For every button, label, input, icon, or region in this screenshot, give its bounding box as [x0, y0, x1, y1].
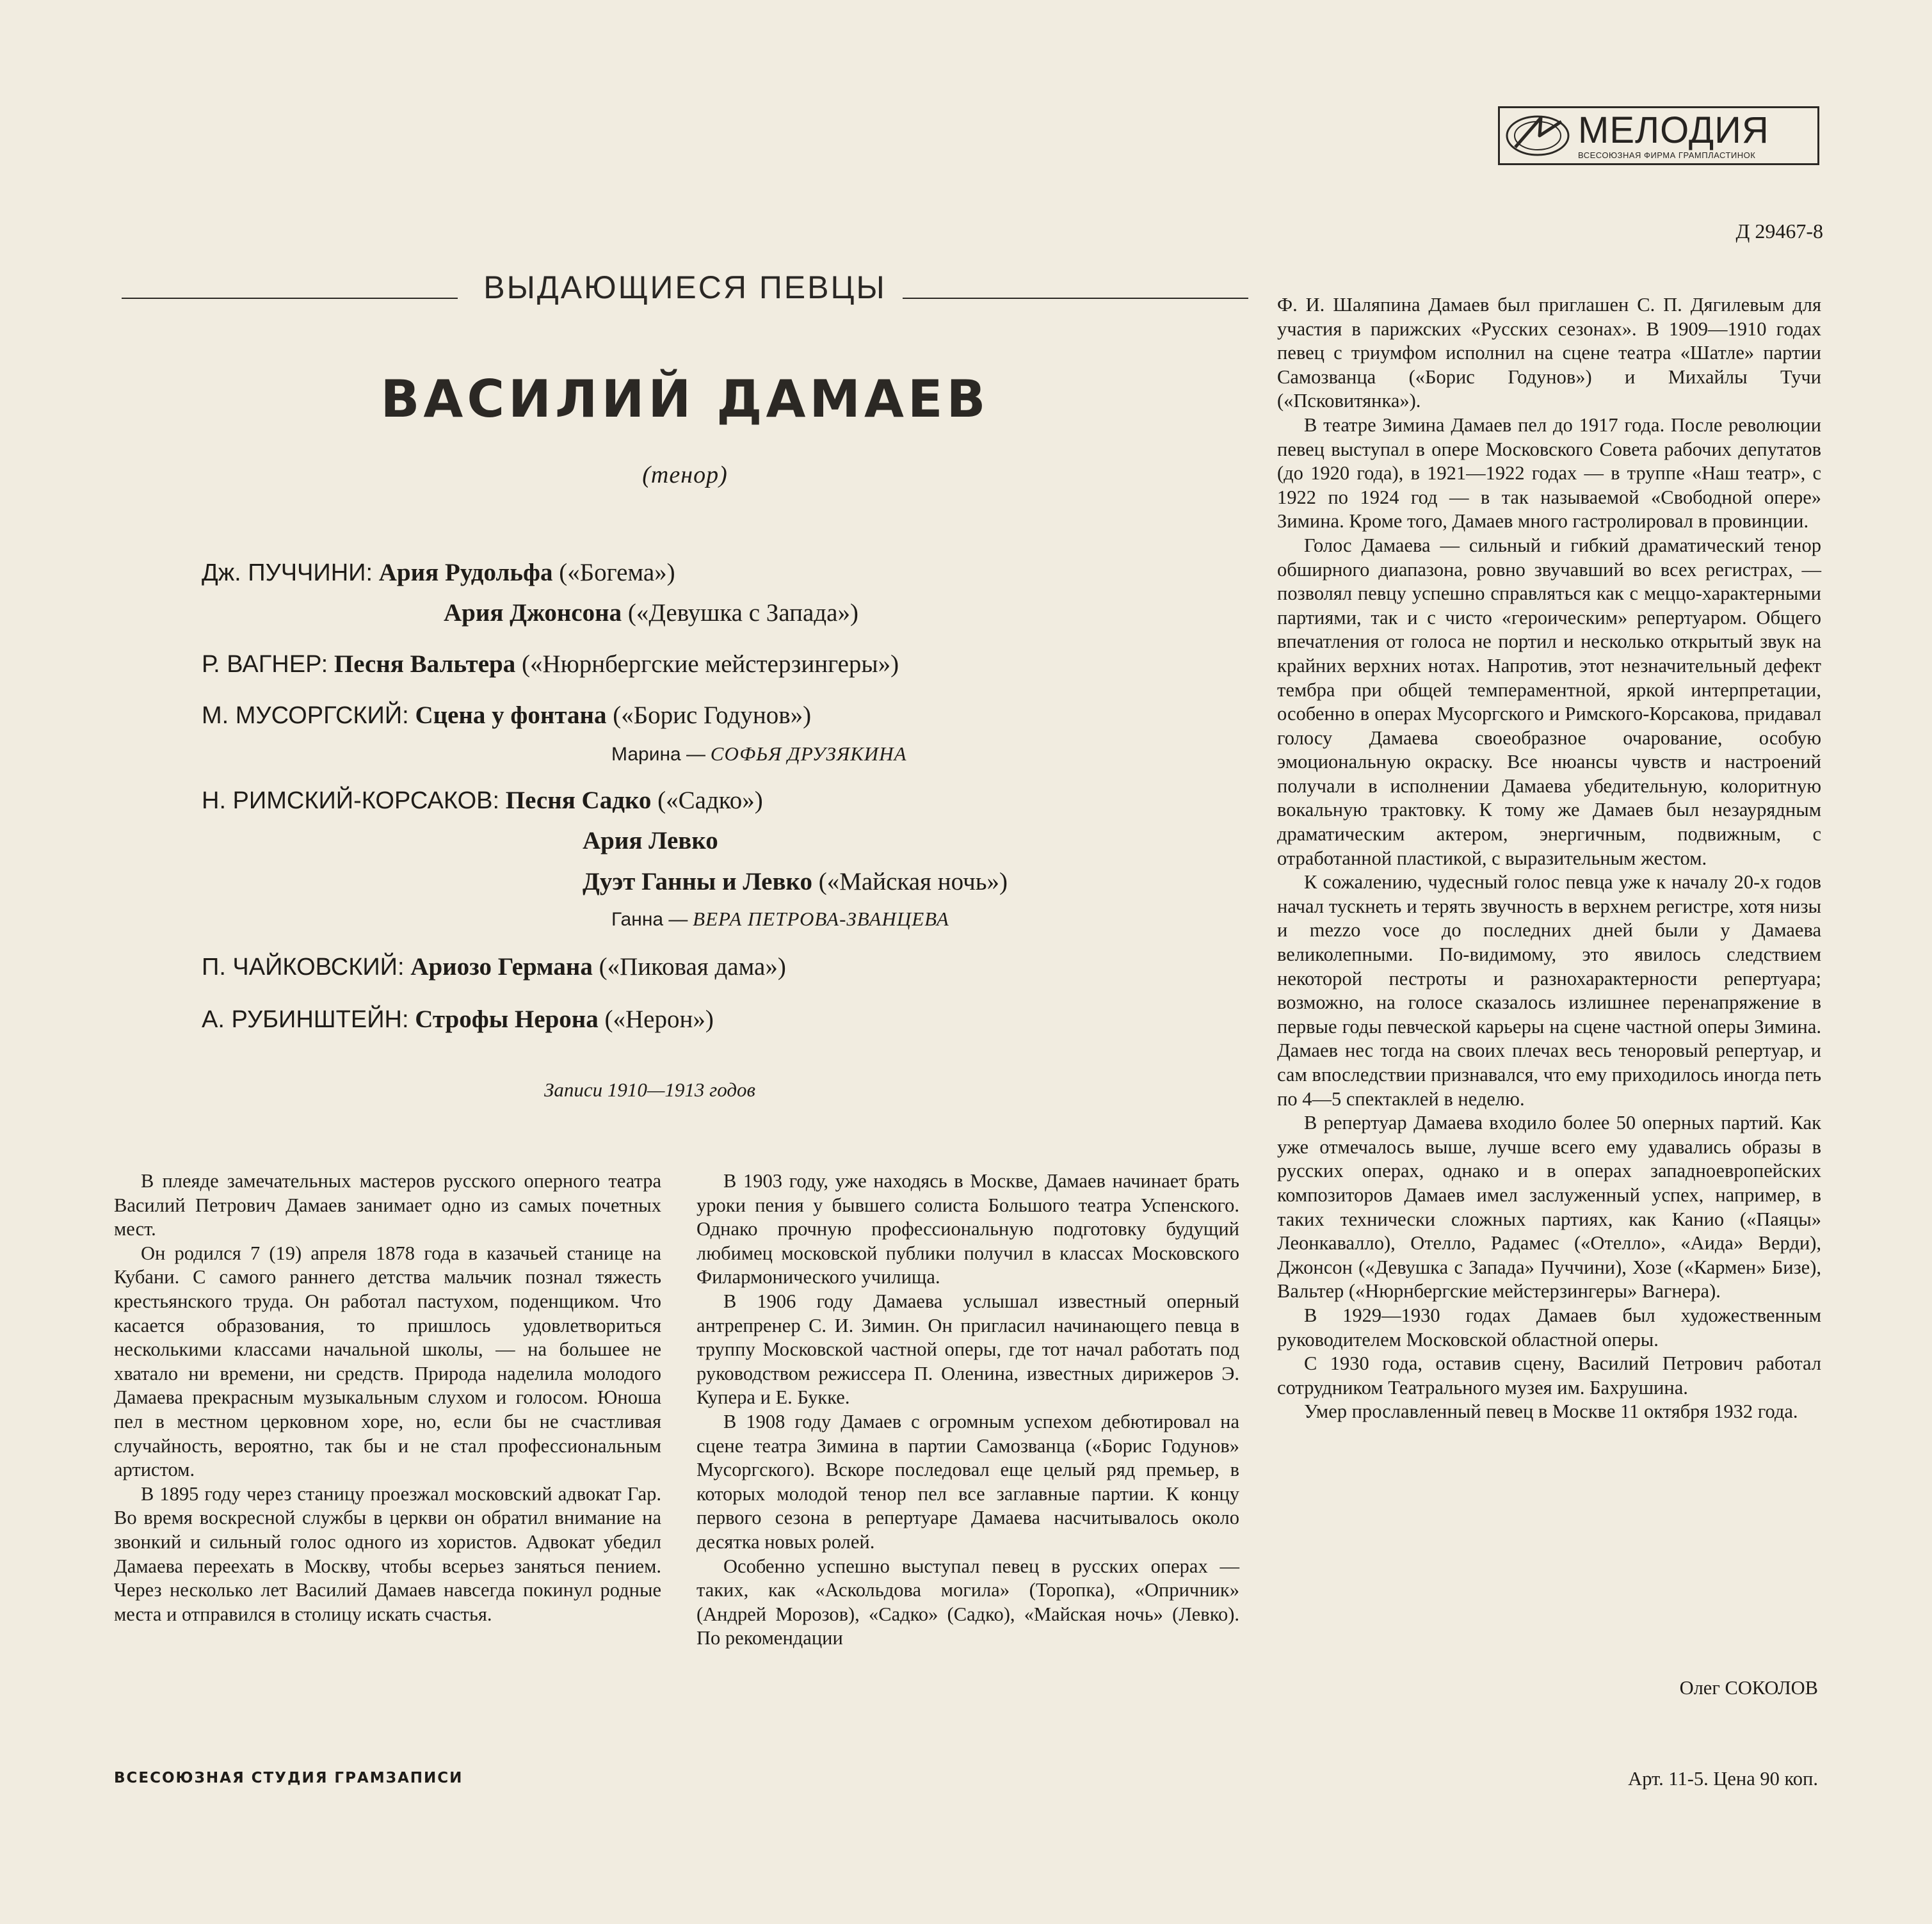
track-title: Ариозо Германа — [410, 953, 593, 981]
track-line — [202, 1005, 714, 1034]
article-column-3 — [1277, 293, 1821, 1424]
article-author: Олег СОКОЛОВ — [1679, 1677, 1818, 1699]
track-title: Песня Вальтера — [334, 650, 516, 678]
paragraph: С 1930 года, оставив сцену, Василий Петрович работал сотрудником Театрального музея им. Бахрушина. — [1277, 1352, 1821, 1399]
track-line — [583, 867, 1008, 896]
artist-name: ВАСИЛИЙ ДАМАЕВ — [380, 369, 990, 429]
paragraph: В 1906 году Дамаева услышал известный оперный антрепренер С. И. Зимин. Он пригласил начинающего певца в труппу Московской частной оперы, где тот начал работать под руководством режиссера П. Оленина, известных дирижеров Э. Купера и Е. Букке. — [696, 1290, 1239, 1409]
performer-credit — [611, 742, 907, 766]
composer: М. МУСОРГСКИЙ: — [202, 702, 409, 729]
paragraph: Умер прославленный певец в Москве 11 октября 1932 года. — [1304, 1400, 1798, 1423]
paragraph: В плеяде замечательных мастеров русского оперного театра Василий Петрович Дамаев занимает одно из самых почетных мест. — [114, 1170, 661, 1240]
paragraph: Особенно успешно выступал певец в русских операх — таких, как «Аскольдова могила» (Торопка), «Опричник» (Андрей Морозов), «Садко» (Садко), «Майская ночь» (Левко). По рекомендации — [696, 1555, 1239, 1649]
melodiya-logo-icon — [1500, 108, 1575, 163]
paragraph: В 1903 году, уже находясь в Москве, Дамаев начинает брать уроки пения у бывшего солиста Большого театра Успенского. Однако прочную профессиональную подготовку будущий любимец московской публики получил в классах Московского Филармонического училища. — [696, 1170, 1239, 1288]
opera-name: («Пиковая дама») — [599, 953, 786, 981]
logo-name: МЕЛОДИЯ — [1578, 109, 1769, 151]
track-title: Ария Рудольфа — [378, 559, 553, 586]
opera-name: («Борис Годунов») — [613, 701, 812, 729]
composer: Дж. ПУЧЧИНИ: — [202, 559, 373, 586]
voice-type: (тенор) — [642, 461, 728, 488]
price-label: Арт. 11-5. Цена 90 коп. — [1628, 1768, 1818, 1790]
performer-role: Ганна — — [611, 909, 688, 930]
composer: А. РУБИНШТЕЙН: — [202, 1006, 409, 1033]
track-title: Дуэт Ганны и Левко — [583, 868, 812, 895]
opera-name: («Богема») — [559, 559, 675, 586]
composer: Р. ВАГНЕР: — [202, 651, 328, 678]
paragraph: В 1929—1930 годах Дамаев был художественным руководителем Московской областной оперы. — [1277, 1304, 1821, 1351]
track-title: Строфы Нерона — [415, 1006, 599, 1033]
paragraph: К сожалению, чудесный голос певца уже к началу 20-х годов начал тускнеть и терять звучность в верхнем регистре, хотя низы и mezzo voce до последних дней были у Дамаева великолепными. По-видимому, это явилось следствием некоторой пестроты и разнохарактерности репертуара; возможно, на голосе сказалось излишнее перенапряжение в первые годы певческой карьеры на сцене частной оперы Зимина. Дамаев нес тогда на своих плечах весь теноровый репертуар, и сам впоследствии признавался, что ему приходилось иногда петь по 4—5 спектаклей в неделю. — [1277, 871, 1821, 1110]
series-heading — [122, 269, 1248, 307]
paragraph: Ф. И. Шаляпина Дамаев был приглашен С. П. Дягилевым для участия в парижских «Русских сезонах». В 1909—1910 годах певец с триумфом исполнил на сцене театра «Шатле» партии Самозванца («Борис Годунов») и Михайлы Тучи («Псковитянка»). — [1277, 294, 1821, 412]
track-line — [202, 650, 899, 678]
track-line — [202, 558, 675, 587]
paragraph: Он родился 7 (19) апреля 1878 года в казачьей станице на Кубани. С самого раннего детства мальчик познал тяжесть крестьянского труда. Он работал пастухом, поденщиком. Что касается образования, то пришлось удовлетвориться несколькими классами начальной школы, — на большее не хватало ни времени, ни средств. Природа наделила молодого Дамаева прекрасным музыкальным слухом и голосом. Юноша пел в местном церковном хоре, но, если бы не счастливая случайность, вероятно, так бы и не стал профессиональным артистом. — [114, 1242, 661, 1481]
opera-name: («Нюрнбергские мейстерзингеры») — [521, 650, 899, 678]
paragraph: В 1895 году через станицу проезжал московский адвокат Гар. Во время воскресной службы в церкви он обратил внимание на звонкий и сильный голос одного из хористов. Адвокат убедил Дамаева переехать в Москву, чтобы всерьез заняться пением. Через несколько лет Василий Дамаев навсегда покинул родные места и отправился в столицу искать счастья. — [114, 1482, 661, 1625]
paragraph: Голос Дамаева — сильный и гибкий драматический тенор обширного диапазона, ровно звучавший во всех регистрах, — позволял певцу успешно справляться как с меццо-характерными партиями, так и с чисто «героическим» репертуаром. Общего впечатления от голоса не портил и несколько открытый звук на крайних верхних нотах. Напротив, этот незначительный дефект тембра при общей темпераментной, яркой интерпретации, особенно в операх Мусоргского и Римского-Корсакова, придавал голосу Дамаева своеобразное очарование, особую эмоциональную окраску. Все нюансы чувств и настроений получали в исполнении Дамаева убедительную, колоритную вокальную трактовку. К тому же Дамаев был незаурядным драматическим актером, энергичным, подвижным, с отработанной пластикой, с выразительным жестом. — [1277, 534, 1821, 869]
track-title: Песня Садко — [505, 787, 652, 814]
melodiya-logo — [1498, 106, 1819, 165]
track-title: Ария Левко — [583, 827, 718, 854]
performer-role: Марина — — [611, 744, 706, 765]
track-line — [444, 598, 858, 627]
track-line — [202, 952, 786, 981]
opera-name: («Девушка с Запада») — [627, 599, 858, 627]
track-line — [583, 826, 718, 855]
performer-credit — [611, 908, 949, 931]
logo-subtitle: ВСЕСОЮЗНАЯ ФИРМА ГРАМПЛАСТИНОК — [1578, 150, 1756, 160]
performer-name: ВЕРА ПЕТРОВА-ЗВАНЦЕВА — [693, 908, 949, 930]
track-title: Ария Джонсона — [444, 599, 622, 627]
performer-name: СОФЬЯ ДРУЗЯКИНА — [710, 742, 907, 765]
opera-name: («Садко») — [657, 787, 763, 814]
paragraph: В репертуар Дамаева входило более 50 оперных партий. Как уже отмечалось выше, лучше всего ему удавались образы в русских операх, однако и в операх западноевропейских композиторов Дамаев имел заслуженный успех, например, в таких технически сложных партиях, как Канио («Паяцы» Леонкавалло), Отелло, Радамес («Отелло», «Аида» Верди), Джонсон («Девушка с Запада» Пуччини), Хозе («Кармен» Бизе), Вальтер («Нюрнбергские мейстерзингеры» Вагнера). — [1277, 1112, 1821, 1303]
track-line — [202, 701, 811, 730]
composer: П. ЧАЙКОВСКИЙ: — [202, 954, 405, 981]
paragraph: В 1908 году Дамаев с огромным успехом дебютировал на сцене театра Зимина в партии Самозванца («Борис Годунов» Мусоргского). Вскоре последовал еще целый ряд премьер, в которых молодой тенор пел все заглавные партии. К концу первого сезона в репертуаре Дамаева насчитывалось около десятка новых ролей. — [696, 1410, 1239, 1553]
studio-name: ВСЕСОЮЗНАЯ СТУДИЯ ГРАМЗАПИСИ — [114, 1770, 463, 1786]
paragraph: В театре Зимина Дамаев пел до 1917 года. После революции певец выступал в опере Московского Совета рабочих депутатов (до 1920 года), в 1921—1922 годах — в труппе «Наш театр», с 1922 по 1924 год — в так называемой «Свободной опере» Зимина. Кроме того, Дамаев много гастролировал в провинции. — [1277, 413, 1821, 533]
catalog-number: Д 29467-8 — [1735, 220, 1823, 243]
track-line — [202, 786, 763, 815]
opera-name: («Майская ночь») — [818, 868, 1008, 895]
track-title: Сцена у фонтана — [415, 701, 607, 729]
composer: Н. РИМСКИЙ-КОРСАКОВ: — [202, 787, 500, 814]
article-column-2 — [696, 1169, 1239, 1651]
series-title: ВЫДАЮЩИЕСЯ ПЕВЦЫ — [483, 269, 887, 305]
recording-dates: Записи 1910—1913 годов — [544, 1078, 755, 1101]
opera-name: («Нерон») — [604, 1006, 714, 1033]
article-column-1 — [114, 1169, 661, 1626]
rule-right — [903, 298, 1248, 299]
rule-left — [122, 298, 458, 299]
